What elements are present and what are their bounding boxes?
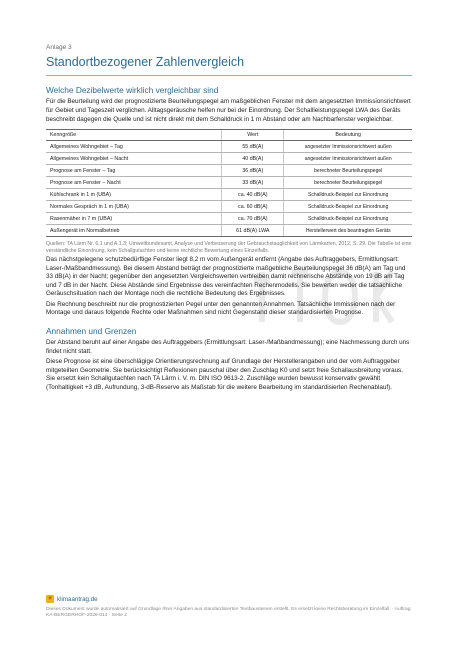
table-cell-label: Normales Gespräch in 1 m (UBA) (46, 201, 222, 213)
section-title-assumptions: Annahmen und Grenzen (46, 326, 137, 337)
brand-name: klimaantrag.de (57, 595, 98, 603)
table-row (46, 213, 412, 225)
brand (46, 595, 412, 603)
table-cell-value: ca. 70 dB(A) (222, 213, 284, 225)
sun-icon: ☀ (47, 596, 53, 602)
table-cell-meaning: Herstellerwert des beantragten Geräts (284, 225, 412, 237)
assumptions-paragraph-2: Diese Prognose ist eine überschlägige Orientierungsrechnung auf Grundlage der Herstellerangaben und der vom Auftraggeber mitgeteilten Geometrie. Sie berücksichtigt Reflexionen pauschal über den Zuschlag K0 und setzt freie Schallausbreitung voraus. Sie ersetzt kein Schallgutachten nach TA Lärm i. V. m. DIN ISO 9613-2. Zuschläge wurden bewusst konservativ gewählt (Tonhaltigkeit +3 dB, Aufrundung, 3-dB-Reserve als Maßstab für die weitere Bearbeitung im standardisierten Rechenablauf). (46, 358, 404, 391)
table-cell-meaning: Schalldruck-Beispiel zur Einordnung (284, 201, 412, 213)
table-cell-label: Prognose am Fenster – Tag (46, 165, 222, 177)
section-title-comparison: Welche Dezibelwerte wirklich vergleichbar sind (46, 85, 219, 96)
intro-paragraph: Für die Beurteilung wird der prognostizierte Beurteilungspegel am maßgeblichen Fenster mit dem angesetzten Immissionsrichtwert für Gebiet und Tageszeit verglichen. Alltagsgeräusche helfen nur bei der Einordnung. Der Schallleistungspegel LWA des Geräts beschreibt dagegen die Quelle und ist nicht direkt mit dem Schalldruck in 1 m Abstand oder am Nachbarfenster vergleichbar. (46, 98, 411, 123)
assumptions-paragraph-1: Der Abstand beruht auf einer Angabe des Auftraggebers (Ermittlungsart: Laser-/Maßbandmessung); eine Nachmessung durch uns findet nicht statt. (46, 339, 410, 355)
table-cell-value: 40 dB(A) (222, 153, 284, 165)
table-cell-value: 61 dB(A) LWA (222, 225, 284, 237)
table-cell-label: Rasenmäher in 7 m (UBA) (46, 213, 222, 225)
distance-paragraph: Das nächstgelegene schutzbedürftige Fenster liegt 8,2 m vom Außengerät entfernt (Angabe des Auftraggebers, Ermittlungsart: Laser-/Maßbandmessung). Bei diesem Abstand beträgt der prognostizierte maßgebliche Beurteilungspegel 36 dB(A) am Tag und 33 dB(A) in der Nacht; gegenüber den angesetzten Vergleichswerten verbleiben damit rechnerische Abstände von 19 dB am Tag und 7 dB in der Nacht. Diese Abstände sind Ergebnisse des vereinfachten Rechenmodells. Sie bewerten weder die tatsächliche Geräuschsituation nach der Montage noch die rechtliche Bedeutung des Ergebnisses. (46, 255, 406, 298)
table-row (46, 225, 412, 237)
source-note: Quellen: TA Lärm Nr. 6.1 und A.1.3; Umweltbundesamt, Analyse und Verbesserung der Gebrauchstauglichkeit von Lärmkarten, 2012, S. 29. Die Tabelle ist eine verständliche Einordnung, kein Schallgutachten und keine rechtliche Bewertung eines Einzelfalls. (46, 241, 412, 254)
table-cell-meaning: angesetzter Immissionsrichtwert außen (284, 141, 412, 153)
main-content (46, 44, 412, 395)
table-cell-meaning: berechneter Beurteilungspegel (284, 177, 412, 189)
table-row (46, 189, 412, 201)
column-header-wert: Wert (222, 130, 284, 141)
annex-label: Anlage 3 (46, 44, 72, 51)
table-cell-meaning: Schalldruck-Beispiel zur Einordnung (284, 213, 412, 225)
table-header-row (46, 130, 412, 141)
table-row (46, 141, 412, 153)
table-row (46, 165, 412, 177)
table-cell-label: Allgemeines Wohngebiet – Tag (46, 141, 222, 153)
comparison-table (46, 129, 412, 237)
table-cell-label: Außengerät im Normalbetrieb (46, 225, 222, 237)
table-cell-meaning: angesetzter Immissionsrichtwert außen (284, 153, 412, 165)
table-row (46, 201, 412, 213)
table-cell-value: ca. 40 dB(A) (222, 189, 284, 201)
page-footer (46, 595, 412, 619)
footer-disclaimer: Dieses Dokument wurde automatisiert auf Grundlage Ihrer Angaben aus standardisierten Textbausteinen erstellt. Es ersetzt keine Rechtsberatung im Einzelfall. · Auftrag KA-BERGERHOF-2026-014 · Seite 2 (46, 607, 411, 618)
column-header-bedeutung: Bedeutung (284, 130, 412, 141)
table-cell-value: 36 dB(A) (222, 165, 284, 177)
scope-paragraph: Die Rechnung beschreibt nur die prognostizierten Pegel unter den genannten Annahmen. Tatsächliche Immissionen nach der Montage und daraus folgende Rechte oder Maßnahmen sind nicht Gegenstand dieser standardisierten Prognose. (46, 300, 396, 317)
table-row (46, 177, 412, 189)
table-cell-label: Allgemeines Wohngebiet – Nacht (46, 153, 222, 165)
table-cell-value: 33 dB(A) (222, 177, 284, 189)
page-title: Standortbezogener Zahlenvergleich (46, 55, 245, 69)
table-cell-meaning: Schalldruck-Beispiel zur Einordnung (284, 189, 412, 201)
column-header-kenngroesse: Kenngröße (46, 130, 222, 141)
table-cell-meaning: berechneter Beurteilungspegel (284, 165, 412, 177)
table-cell-label: Kühlschrank in 1 m (UBA) (46, 189, 222, 201)
table-cell-value: 55 dB(A) (222, 141, 284, 153)
table-cell-value: ca. 60 dB(A) (222, 201, 284, 213)
table-row (46, 153, 412, 165)
table-cell-label: Prognose am Fenster – Nacht (46, 177, 222, 189)
title-divider (46, 75, 412, 76)
